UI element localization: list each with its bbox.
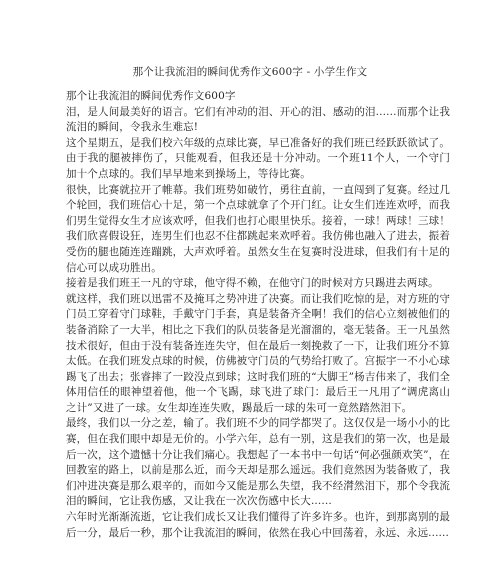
- article-heading: 那个让我流泪的瞬间优秀作文600字: [66, 90, 236, 102]
- article-body: [66, 89, 450, 541]
- paragraph-2: 这个星期五，是我们校六年级的点球比赛，早已准备好的我们班已经跃跃欲试了。由于我的腿被摔伤了，只能观看，但我还是十分冲动。一个班11个人，一个守门加十个点球的。我们早早地来到操场上，等待比赛。: [66, 136, 450, 180]
- paragraph-1: 泪，是人间最美好的语言。它们有冲动的泪、开心的泪、感动的泪......而那个让我流泪的瞬间，令我永生难忘!: [66, 105, 450, 134]
- paragraph-4: 接着是我们班王一凡的守球，他守得不赖，在他守门的时候对方只踢进去两球。: [66, 277, 439, 290]
- paragraph-6: 最终，我们以一分之差，输了。我们班不少的同学都哭了。这仅仅是一场小小的比赛，但在我们眼中却是无价的。小学六年，总有一别，这是我们的第一次，也是最后一次，这个遗憾十分让我们痛心。我想起了一本书中一句话“何必强颜欢笑”，在回教室的路上，以前是那么近，而今天却是那么遥远。我们竟然因为装备败了，我们冲进决赛是那么艰辛的，而如今又能是那么失望，我不经潸然泪下，那个令我流泪的瞬间，它让我伤感，又让我在一次次伤感中长大......: [66, 417, 450, 508]
- paragraph-7: 六年时光渐渐流逝，它让我们成长又让我们懂得了许多许多。也许，到那离别的最后一分，最后一秒，那个让我流泪的瞬间，依然在我心中回荡着，永远、永远......: [66, 511, 450, 539]
- document-title: 那个让我流泪的瞬间优秀作文600字 - 小学生作文: [132, 66, 368, 78]
- paragraph-3: 很快，比赛就拉开了帷幕。我们班势如破竹，勇往直前，一直闯到了复赛。经过几个轮回，我们班信心十足，第一个点球就拿了个开门红。让女生们连连欢呼，而我们男生觉得女生才应该欢呼，但我们也打心眼里快乐。接着，一球！两球！三球！我们欣喜假设狂，连男生们也忍不住都跳起来欢呼着。我仿佛也融入了进去，振着受伤的腿也随连连蹦跳，大声欢呼着。虽然女生在复赛时没进球，但我们有十足的信心可以成功胜出。: [66, 183, 450, 274]
- paragraph-5: 就这样，我们班以迅雷不及掩耳之势冲进了决赛。而让我们吃惊的是，对方班的守门员工穿着守门球鞋，手戴守门手套，真是装备齐全啊！我们的信心立刻被他们的装备消除了一大半，相比之下我们的队员装备是光溜溜的，毫无装备。王一凡虽然技术很好，但由于没有装备连连失守，但在最后一刻挽救了一下，让我们班分不算太低。在我们班发点球的时候，仿佛被守门员的气势给打败了。宫振宇一不小心球踢飞了出去；张睿摔了一跤没点到球；这时我们班的“大脚王”杨吉伟来了，我们全体用信任的眼神望着他，他一个飞踢，球飞进了球门：最后王一凡用了“调虎离山之计”又进了一球。女生却连连失败，踢最后一球的朱可一竟然踏然泪下。: [66, 292, 450, 414]
